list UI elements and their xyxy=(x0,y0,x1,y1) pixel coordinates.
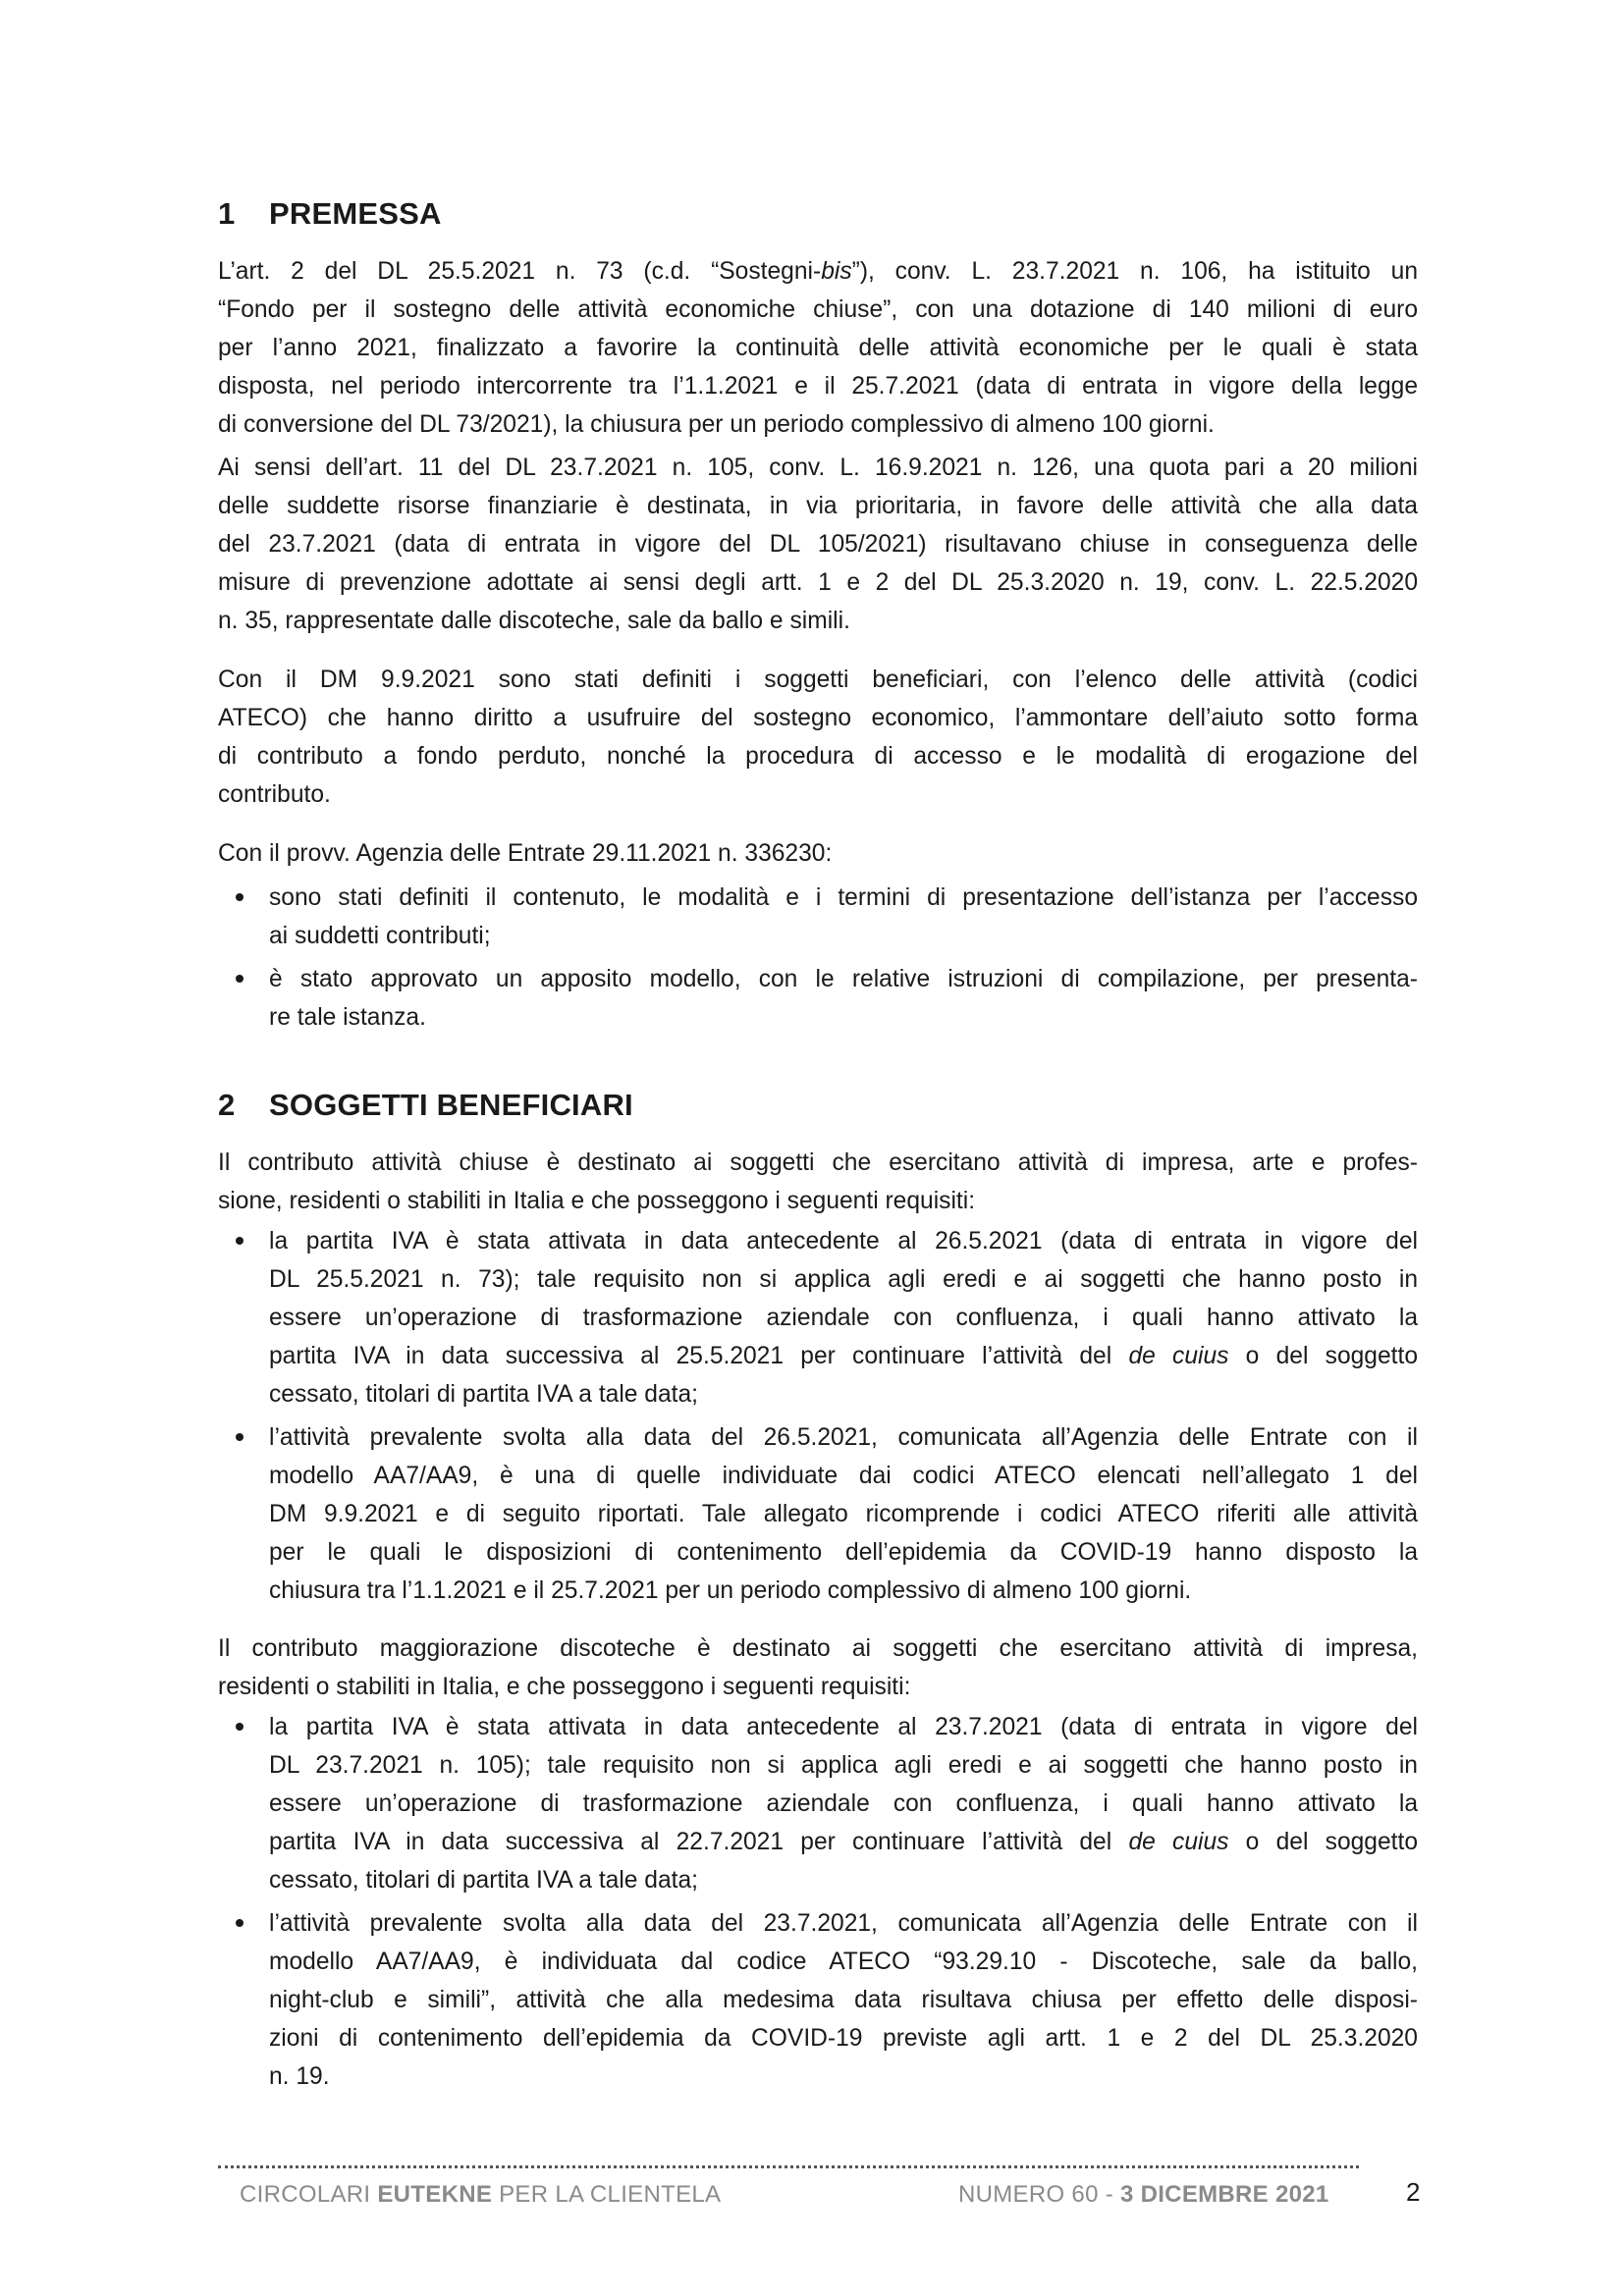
section-title: PREMESSA xyxy=(269,196,442,231)
list-item xyxy=(218,1904,1418,2096)
paragraph-premessa-2 xyxy=(218,449,1418,640)
text-line: DL 23.7.2021 n. 105); tale requisito non si applica agli eredi e ai soggetti che hanno posto in xyxy=(269,1752,1418,1779)
text-line: essere un’operazione di trasformazione aziendale con confluenza, i quali hanno attivato la xyxy=(269,1790,1418,1817)
paragraph-beneficiari-intro-2 xyxy=(218,1629,1418,1706)
text-line: disposta, nel periodo intercorrente tra l’1.1.2021 e il 25.7.2021 (data di entrata in vigore della legge xyxy=(218,373,1418,400)
text-line: Con il provv. Agenzia delle Entrate 29.11.2021 n. 336230: xyxy=(218,840,833,867)
section-title: SOGGETTI BENEFICIARI xyxy=(269,1088,633,1122)
footer-issue-date: 3 DICEMBRE 2021 xyxy=(1119,2181,1329,2208)
text-line: essere un’operazione di trasformazione aziendale con confluenza, i quali hanno attivato la xyxy=(269,1305,1418,1331)
section-number: 2 xyxy=(218,1088,236,1122)
text-line: l’attività prevalente svolta alla data del 23.7.2021, comunicata all’Agenzia delle Entrate con il xyxy=(269,1910,1418,1937)
bullet-list-provvedimento xyxy=(218,879,1418,1037)
text-line: di contributo a fondo perduto, nonché la procedura di accesso e le modalità di erogazione del xyxy=(218,743,1418,770)
list-item xyxy=(218,960,1418,1037)
list-item xyxy=(218,1418,1418,1610)
footer-issue-number: NUMERO 60 - xyxy=(958,2181,1113,2208)
list-item xyxy=(218,1708,1418,1899)
footer-issue xyxy=(958,2181,1329,2209)
text-line: di conversione del DL 73/2021), la chiusura per un periodo complessivo di almeno 100 giorni. xyxy=(218,411,1215,438)
text-line: sione, residenti o stabiliti in Italia e che posseggono i seguenti requisiti: xyxy=(218,1188,976,1214)
text-line: è stato approvato un apposito modello, con le relative istruzioni di compilazione, per presenta- xyxy=(269,966,1418,992)
page-number: 2 xyxy=(1406,2177,1421,2207)
section-2-heading xyxy=(218,1088,633,1123)
text-line: partita IVA in data successiva al 22.7.2021 per continuare l’attività del de cuius o del soggetto xyxy=(269,1829,1418,1855)
bullet-icon xyxy=(236,1723,244,1731)
text-line: misure di prevenzione adottate ai sensi degli artt. 1 e 2 del DL 25.3.2020 n. 19, conv. L. 22.5.2020 xyxy=(218,569,1418,596)
text-line: zioni di contenimento dell’epidemia da COVID-19 previste agli artt. 1 e 2 del DL 25.3.2020 xyxy=(269,2025,1418,2052)
paragraph-beneficiari-intro-1 xyxy=(218,1144,1418,1220)
footer-divider xyxy=(218,2165,1359,2168)
text-line: delle suddette risorse finanziarie è destinata, in via prioritaria, in favore delle attività che alla data xyxy=(218,493,1418,519)
text-line: cessato, titolari di partita IVA a tale data; xyxy=(269,1867,699,1894)
text-line: la partita IVA è stata attivata in data antecedente al 26.5.2021 (data di entrata in vigore del xyxy=(269,1228,1418,1255)
bullet-icon xyxy=(236,1919,244,1927)
text-line: “Fondo per il sostegno delle attività economiche chiuse”, con una dotazione di 140 milioni di euro xyxy=(218,296,1418,323)
bullet-icon xyxy=(236,1237,244,1245)
footer-brand-suffix: PER LA CLIENTELA xyxy=(499,2181,722,2208)
text-line: modello AA7/AA9, è una di quelle individuate dai codici ATECO elencati nell’allegato 1 del xyxy=(269,1463,1418,1489)
text-line: n. 19. xyxy=(269,2063,330,2090)
paragraph-premessa-1 xyxy=(218,252,1418,444)
section-number: 1 xyxy=(218,196,236,231)
footer-brand-name: EUTEKNE xyxy=(377,2181,493,2208)
text-line: re tale istanza. xyxy=(269,1004,426,1031)
bullet-list-discoteche xyxy=(218,1708,1418,2096)
text-line: n. 35, rappresentate dalle discoteche, sale da ballo e simili. xyxy=(218,608,850,634)
text-line: night-club e simili”, attività che alla medesima data risultava chiusa per effetto delle disposi- xyxy=(269,1987,1418,2013)
text-line: ATECO) che hanno diritto a usufruire del sostegno economico, l’ammontare dell’aiuto sotto forma xyxy=(218,705,1418,731)
text-line: del 23.7.2021 (data di entrata in vigore del DL 105/2021) risultavano chiuse in conseguenza delle xyxy=(218,531,1418,558)
text-line: sono stati definiti il contenuto, le modalità e i termini di presentazione dell’istanza per l’accesso xyxy=(269,884,1418,911)
text-line: Ai sensi dell’art. 11 del DL 23.7.2021 n. 105, conv. L. 16.9.2021 n. 126, una quota pari a 20 milioni xyxy=(218,454,1418,481)
list-item xyxy=(218,1222,1418,1414)
text-line: ai suddetti contributi; xyxy=(269,923,491,949)
footer-brand-prefix: CIRCOLARI xyxy=(240,2181,371,2208)
text-line: per l’anno 2021, finalizzato a favorire la continuità delle attività economiche per le quali è stata xyxy=(218,335,1418,361)
text-line: residenti o stabiliti in Italia, e che posseggono i seguenti requisiti: xyxy=(218,1674,911,1700)
text-line: Il contributo maggiorazione discoteche è destinato ai soggetti che esercitano attività di impresa, xyxy=(218,1635,1418,1662)
text-line: L’art. 2 del DL 25.5.2021 n. 73 (c.d. “Sostegni-bis”), conv. L. 23.7.2021 n. 106, ha istituito un xyxy=(218,258,1419,285)
text-line: Con il DM 9.9.2021 sono stati definiti i soggetti beneficiari, con l’elenco delle attività (codici xyxy=(218,667,1418,693)
bullet-list-attivita-chiuse xyxy=(218,1222,1418,1610)
paragraph-premessa-4 xyxy=(218,834,1418,873)
list-item xyxy=(218,879,1418,955)
bullet-icon xyxy=(236,1433,244,1441)
text-line: modello AA7/AA9, è individuata dal codice ATECO “93.29.10 - Discoteche, sale da ballo, xyxy=(269,1949,1418,1975)
paragraph-premessa-3 xyxy=(218,661,1418,814)
text-line: per le quali le disposizioni di contenimento dell’epidemia da COVID-19 hanno disposto la xyxy=(269,1539,1418,1566)
text-line: l’attività prevalente svolta alla data del 26.5.2021, comunicata all’Agenzia delle Entrate con il xyxy=(269,1424,1418,1451)
bullet-icon xyxy=(236,975,244,983)
text-line: contributo. xyxy=(218,781,331,808)
text-line: DL 25.5.2021 n. 73); tale requisito non si applica agli eredi e ai soggetti che hanno posto in xyxy=(269,1266,1418,1293)
text-line: Il contributo attività chiuse è destinato ai soggetti che esercitano attività di impresa, arte e profes- xyxy=(218,1149,1418,1176)
bullet-icon xyxy=(236,893,244,901)
footer-brand xyxy=(240,2181,721,2209)
text-line: DM 9.9.2021 e di seguito riportati. Tale allegato ricomprende i codici ATECO riferiti alle attività xyxy=(269,1501,1418,1527)
text-line: chiusura tra l’1.1.2021 e il 25.7.2021 per un periodo complessivo di almeno 100 giorni. xyxy=(269,1577,1192,1604)
section-1-heading xyxy=(218,196,442,232)
text-line: partita IVA in data successiva al 25.5.2021 per continuare l’attività del de cuius o del soggetto xyxy=(269,1343,1418,1369)
text-line: la partita IVA è stata attivata in data antecedente al 23.7.2021 (data di entrata in vigore del xyxy=(269,1714,1418,1740)
text-line: cessato, titolari di partita IVA a tale data; xyxy=(269,1381,699,1408)
